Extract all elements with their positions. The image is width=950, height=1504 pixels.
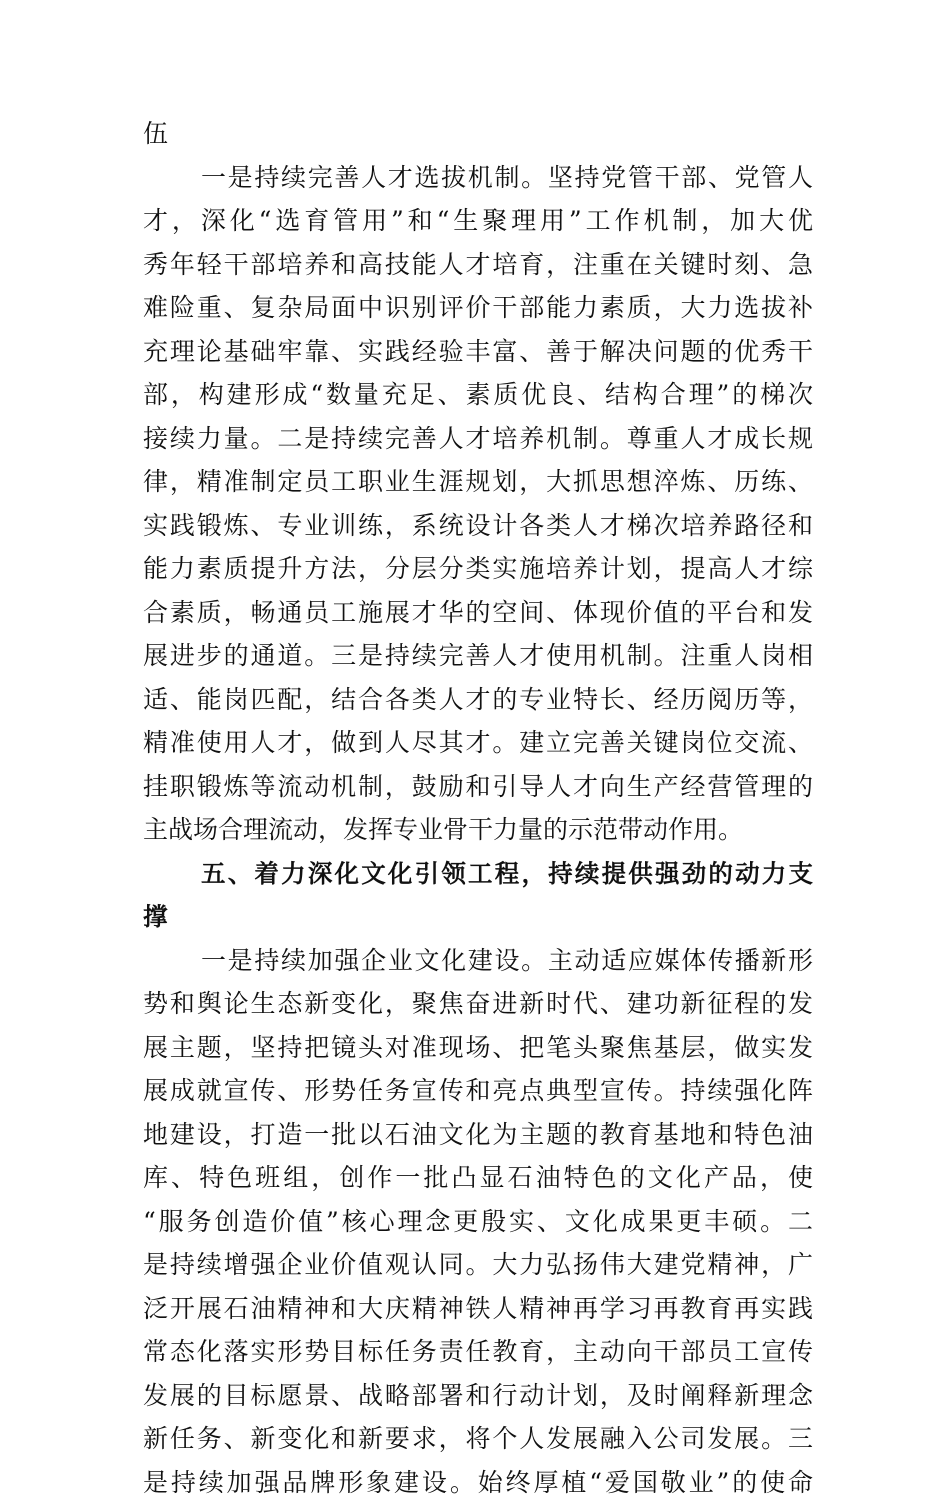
text-line: 是持续增强企业价值观认同。大力弘扬伟大建党精神，广	[143, 1243, 813, 1287]
text-line: 地建设，打造一批以石油文化为主题的教育基地和特色油	[143, 1113, 813, 1157]
document-body	[143, 112, 813, 1504]
text-line: 部，构建形成“数量充足、素质优良、结构合理”的梯次	[143, 373, 813, 417]
section-heading-continued: 撑	[143, 895, 813, 939]
text-line: 能力素质提升方法，分层分类实施培养计划，提高人才综	[143, 547, 813, 591]
text-line: 主战场合理流动，发挥专业骨干力量的示范带动作用。	[143, 808, 813, 852]
text-line: 律，精准制定员工职业生涯规划，大抓思想淬炼、历练、	[143, 460, 813, 504]
text-line: 秀年轻干部培养和高技能人才培育，注重在关键时刻、急	[143, 243, 813, 287]
text-line: 伍	[143, 112, 813, 156]
text-line: 充理论基础牢靠、实践经验丰富、善于解决问题的优秀干	[143, 330, 813, 374]
text-line: 挂职锻炼等流动机制，鼓励和引导人才向生产经营管理的	[143, 765, 813, 809]
text-line: 才，深化“选育管用”和“生聚理用”工作机制，加大优	[143, 199, 813, 243]
text-line: 实践锻炼、专业训练，系统设计各类人才梯次培养路径和	[143, 504, 813, 548]
text-line: “服务创造价值”核心理念更殷实、文化成果更丰硕。二	[143, 1200, 813, 1244]
text-line: 难险重、复杂局面中识别评价干部能力素质，大力选拔补	[143, 286, 813, 330]
text-line: 发展的目标愿景、战略部署和行动计划，及时阐释新理念	[143, 1374, 813, 1418]
text-line: 展进步的通道。三是持续完善人才使用机制。注重人岗相	[143, 634, 813, 678]
text-line: 展成就宣传、形势任务宣传和亮点典型宣传。持续强化阵	[143, 1069, 813, 1113]
text-line: 精准使用人才，做到人尽其才。建立完善关键岗位交流、	[143, 721, 813, 765]
text-line: 一是持续加强企业文化建设。主动适应媒体传播新形	[143, 939, 813, 983]
text-line: 泛开展石油精神和大庆精神铁人精神再学习再教育再实践	[143, 1287, 813, 1331]
text-line: 常态化落实形势目标任务责任教育，主动向干部员工宣传	[143, 1330, 813, 1374]
text-line: 是持续加强品牌形象建设。始终厚植“爱国敬业”的使命	[143, 1461, 813, 1504]
text-line: 一是持续完善人才选拔机制。坚持党管干部、党管人	[143, 156, 813, 200]
text-line: 合素质，畅通员工施展才华的空间、体现价值的平台和发	[143, 591, 813, 635]
text-line: 展主题，坚持把镜头对准现场、把笔头聚焦基层，做实发	[143, 1026, 813, 1070]
text-line: 势和舆论生态新变化，聚焦奋进新时代、建功新征程的发	[143, 982, 813, 1026]
text-line: 适、能岗匹配，结合各类人才的专业特长、经历阅历等，	[143, 678, 813, 722]
section-heading: 五、着力深化文化引领工程，持续提供强劲的动力支	[143, 852, 813, 896]
text-line: 接续力量。二是持续完善人才培养机制。尊重人才成长规	[143, 417, 813, 461]
text-line: 新任务、新变化和新要求，将个人发展融入公司发展。三	[143, 1417, 813, 1461]
text-line: 库、特色班组，创作一批凸显石油特色的文化产品，使	[143, 1156, 813, 1200]
